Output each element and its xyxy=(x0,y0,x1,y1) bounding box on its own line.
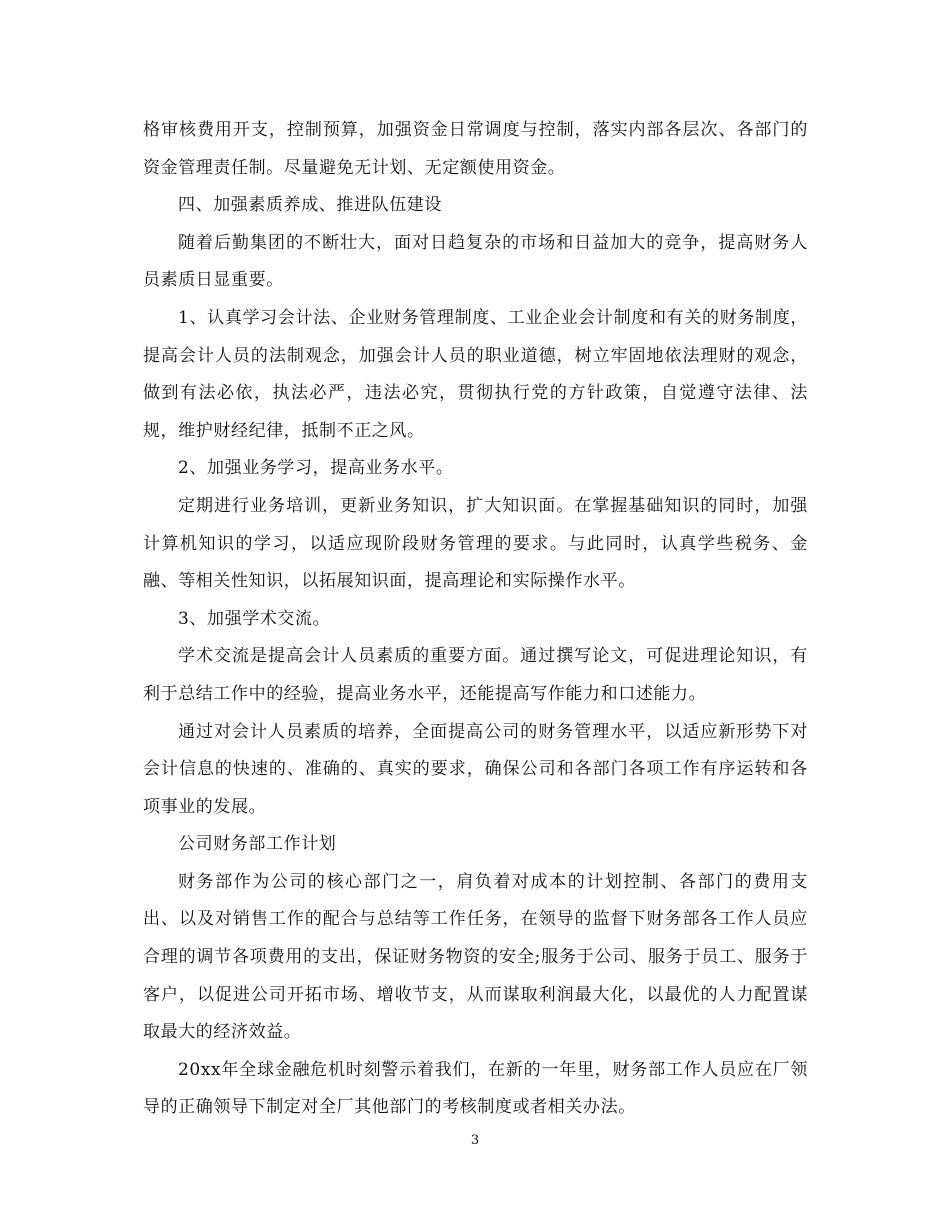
document-body xyxy=(143,112,808,1127)
section-heading: 四、加强素质养成、推进队伍建设 xyxy=(178,195,442,216)
paragraph: 财务部作为公司的核心部门之一，肩负着对成本的计划控制、各部门的费用支出、以及对销售工作的配合与总结等工作任务，在领导的监督下财务部各工作人员应合理的调节各项费用的支出，保证财务物资的安全;服务于公司、服务于员工、服务于客户，以促进公司开拓市场、增收节支，从而谋取利润最大化，以最优的人力配置谋取最大的经济效益。 xyxy=(143,871,808,1043)
paragraph: 随着后勤集团的不断壮大，面对日趋复杂的市场和日益加大的竞争，提高财务人员素质日显重要。 xyxy=(143,232,808,291)
list-item-heading: 2、加强业务学习，提高业务水平。 xyxy=(178,458,454,479)
paragraph: 20xx年全球金融危机时刻警示着我们，在新的一年里，财务部工作人员应在厂领导的正确领导下制定对全厂其他部门的考核制度或者相关办法。 xyxy=(143,1059,808,1118)
paragraph: 学术交流是提高会计人员素质的重要方面。通过撰写论文，可促进理论知识，有利于总结工作中的经验，提高业务水平，还能提高写作能力和口述能力。 xyxy=(143,646,808,704)
paragraph: 定期进行业务培训，更新业务知识，扩大知识面。在掌握基础知识的同时，加强计算机知识的学习，以适应现阶段财务管理的要求。与此同时，认真学些税务、金融、等相关性知识，以拓展知识面，提高理论和实际操作水平。 xyxy=(143,495,808,592)
paragraph: 通过对会计人员素质的培养，全面提高公司的财务管理水平，以适应新形势下对会计信息的快速的、准确的、真实的要求，确保公司和各部门各项工作有序运转和各项事业的发展。 xyxy=(143,721,808,817)
paragraph-continuation: 格审核费用开支，控制预算，加强资金日常调度与控制，落实内部各层次、各部门的资金管理责任制。尽量避免无计划、无定额使用资金。 xyxy=(143,120,808,178)
page-number: 3 xyxy=(470,1133,480,1148)
list-item-heading: 3、加强学术交流。 xyxy=(178,608,331,629)
section-title: 公司财务部工作计划 xyxy=(178,834,337,855)
list-item-paragraph: 1、认真学习会计法、企业财务管理制度、工业企业会计制度和有关的财务制度，提高会计人员的法制观念，加强会计人员的职业道德，树立牢固地依法理财的观念，做到有法必依，执法必严，违法必究，贯彻执行党的方针政策，自觉遵守法律、法规，维护财经纪律，抵制不正之风。 xyxy=(143,307,808,441)
